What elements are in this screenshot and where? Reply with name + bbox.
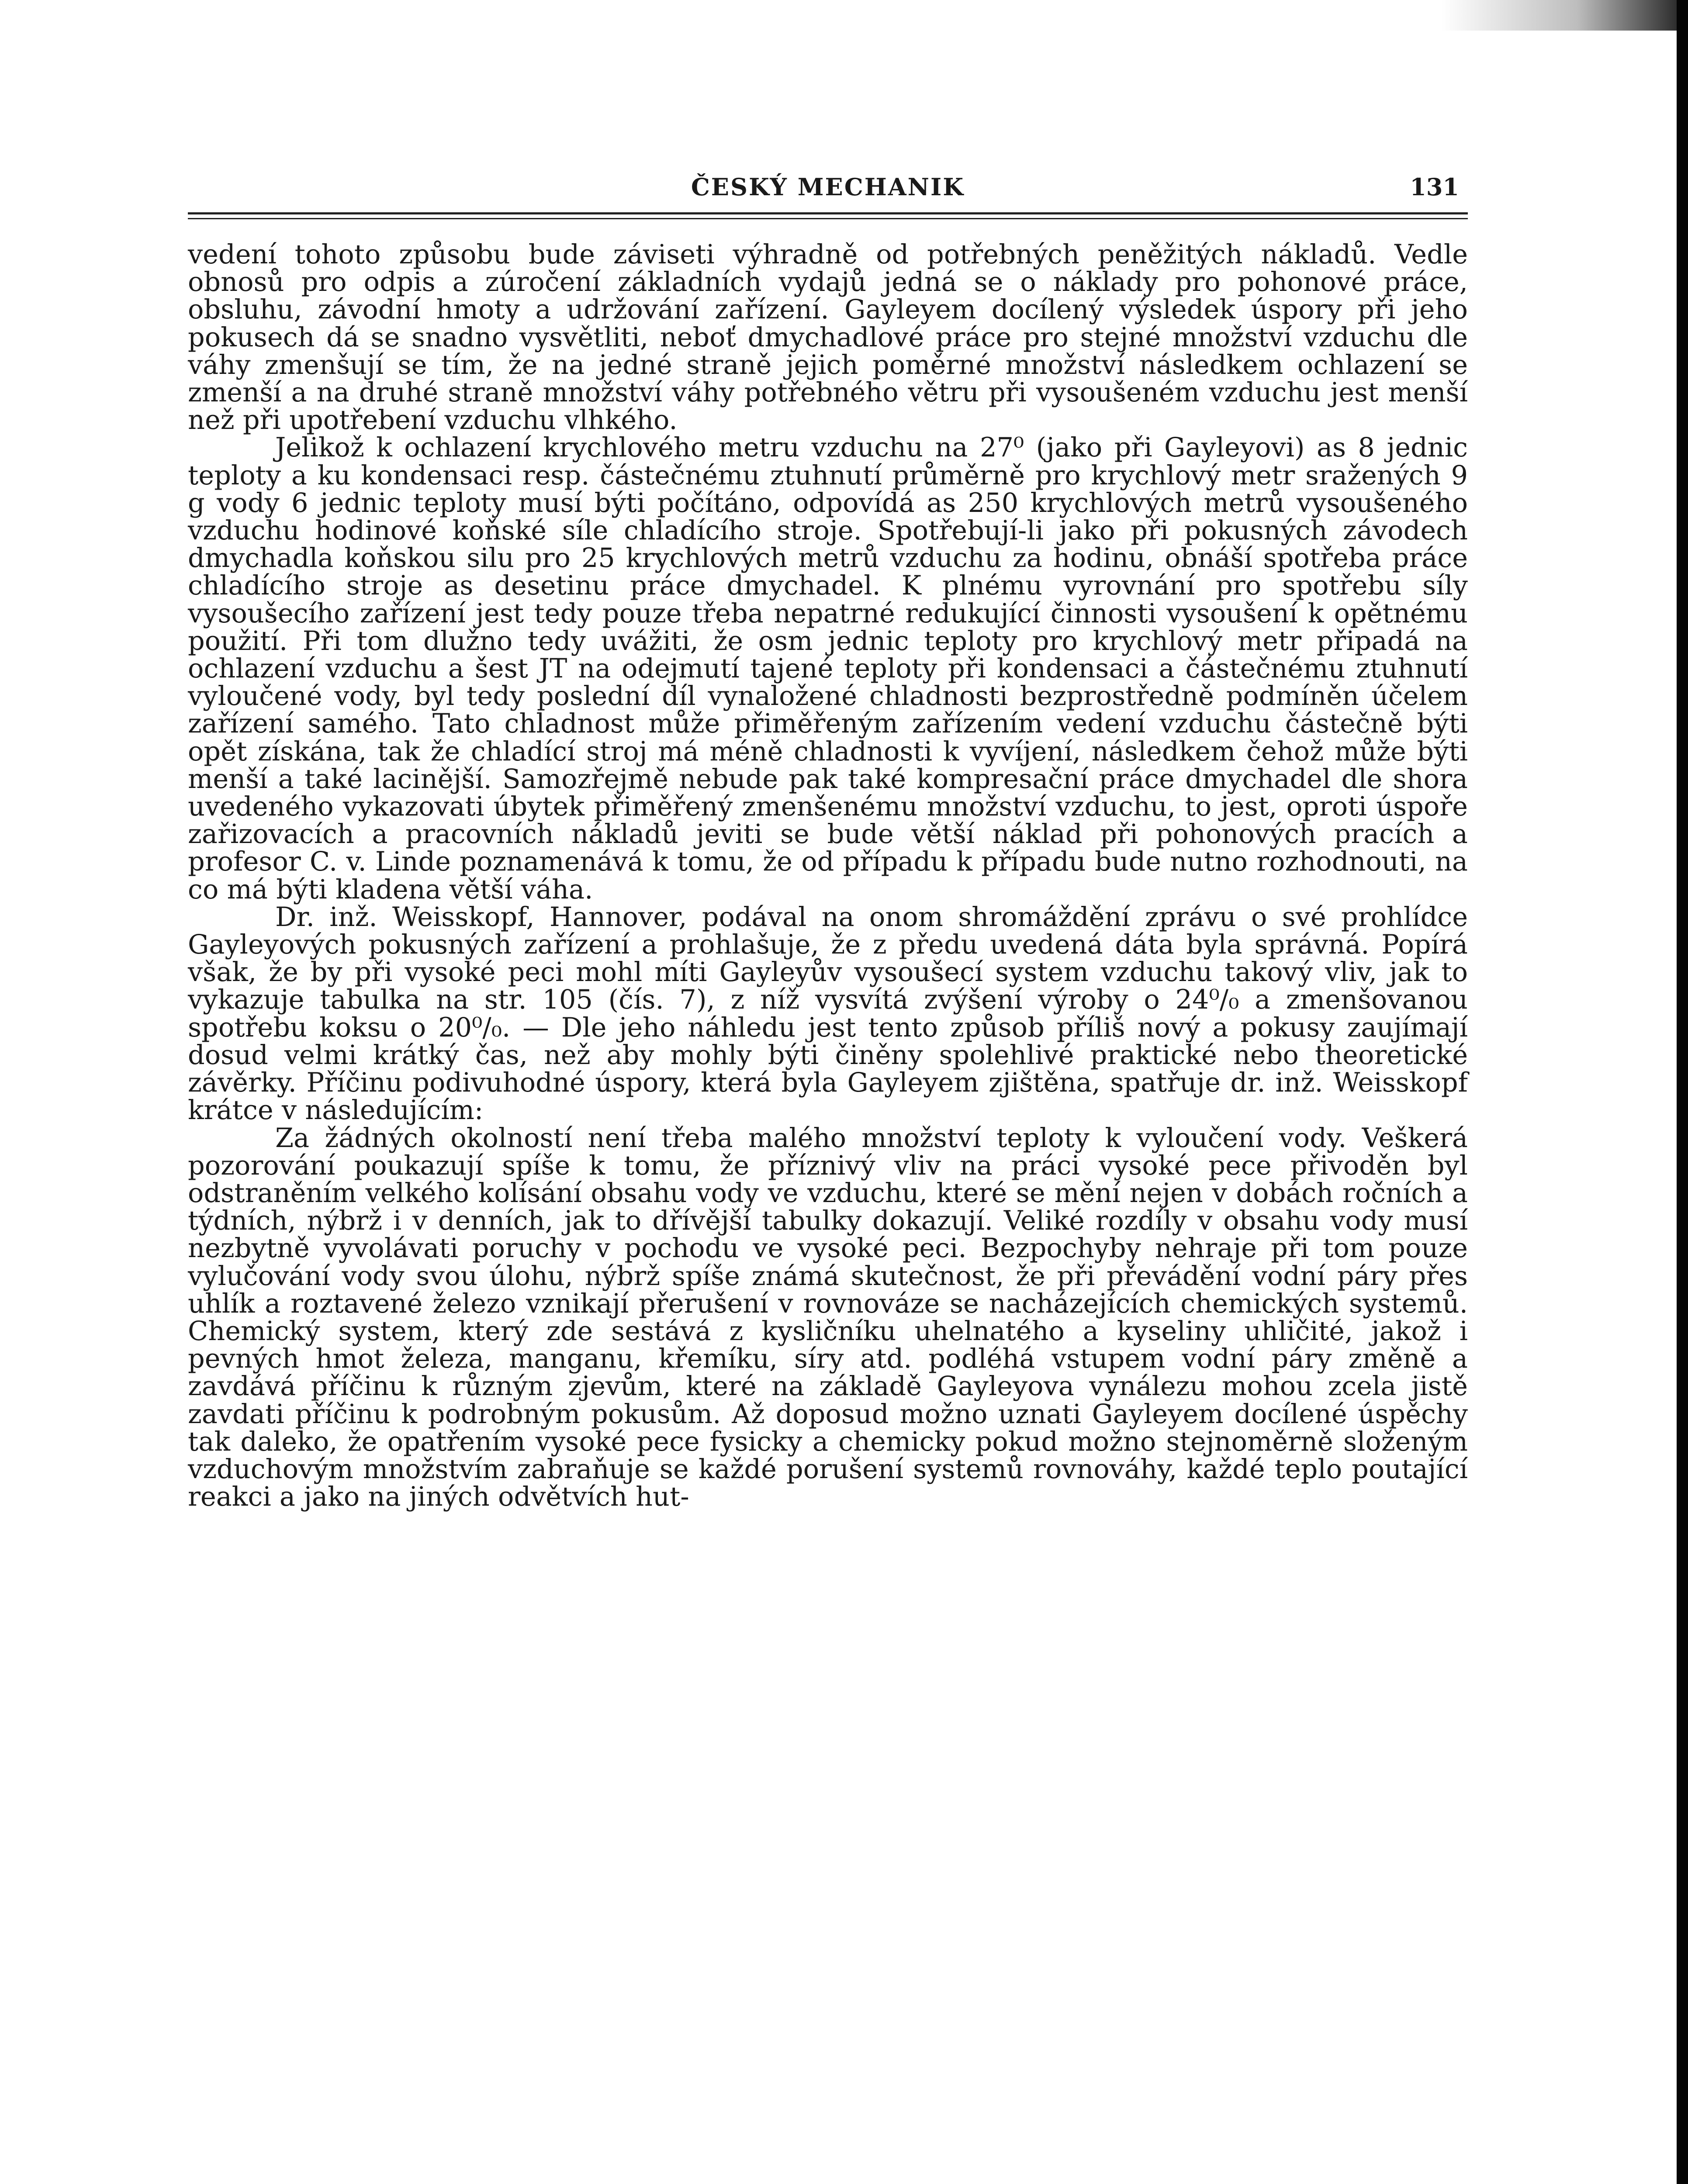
paragraph-3: Dr. inž. Weisskopf, Hannover, podával na onom shromáždění zprávu o své prohlídce Gayleyových pokusných zařízení a prohlašuje, že z předu uvedená dáta byla správná. Popírá však, že by při vysoké peci mohl míti Gayleyův vysoušecí system vzduchu takový vliv, jak to vykazuje tabulka na str. 105 (čís. 7), z níž vysvítá zvýšení výroby o 24⁰/₀ a zmenšovanou spotřebu koksu o 20⁰/₀. — Dle jeho náhledu jest tento způsob příliš nový a pokusy zaujímají dosud velmi krátký čas, než aby mohly býti činěny spolehlivé praktické nebo theoretické závěrky. Příčinu podivuhodné úspory, která byla Gayleyem zjištěna, spatřuje dr. inž. Weisskopf krátce v následujícím: [188,902,1468,1126]
scan-edge-right [1677,0,1688,2184]
body-text [188,241,1468,1511]
page-header [188,157,1468,205]
paragraph-1: vedení tohoto způsobu bude záviseti výhradně od potřebných peněžitých nákladů. Vedle obnosů pro odpis a zúročení základních vydajů jedná se o náklady pro pohonové práce, obsluhu, závodní hmoty a udržování zařízení. Gayleyem docílený výsledek úspory při jeho pokusech dá se snadno vysvětliti, neboť dmychadlové práce pro stejné množství vzduchu dle váhy zmenšují se tím, že na jedné straně jejich poměrné množství následkem ochlazení se zmenší a na druhé straně množství váhy potřebného větru při vysoušeném vzduchu jest menší než při upotřebení vzduchu vlhkého. [188,239,1468,436]
paragraph-2: Jelikož k ochlazení krychlového metru vzduchu na 27⁰ (jako při Gayleyovi) as 8 jednic teploty a ku kondensaci resp. částečnému ztuhnutí průměrně pro krychlový metr sražených 9 g vody 6 jednic teploty musí býti počítáno, odpovídá as 250 krychlových metrů vysoušeného vzduchu hodinové koňské síle chladícího stroje. Spotřebují-li jako při pokusných závodech dmychadla koňskou silu pro 25 krychlových metrů vzduchu za hodinu, obnáší spotřeba práce chladícího stroje as desetinu práce dmychadel. K plnému vyrovnání pro spotřebu síly vysoušecího zařízení jest tedy pouze třeba nepatrné redukující činnosti vysoušení k opětnému použití. Při tom dlužno tedy uvážiti, že osm jednic teploty pro krychlový metr připadá na ochlazení vzduchu a šest JT na odejmutí tajené teploty při kondensaci a částečnému ztuhnutí vyloučené vody, byl tedy poslední díl vynaložené chladnosti bezprostředně podmíněn účelem zařízení samého. Tato chladnost může přiměřeným zařízením vedení vzduchu částečně býti opět získána, tak že chladící stroj má méně chladnosti k vyvíjení, následkem čehož může býti menší a také lacinější. Samozřejmě nebude pak také kompresační práce dmychadel dle shora uvedeného vykazovati úbytek přiměřený zmenšenému množství vzduchu, to jest, oproti úspoře zařizovacích a pracovních nákladů jeviti se bude větší náklad při pohonových pracích a profesor C. v. Linde poznamenává k tomu, že od případu k případu bude nutno rozhodnouti, na co má býti kladena větší váha. [188,432,1468,905]
scan-edge-top [1442,0,1688,31]
page [188,157,1468,1511]
paragraph-4: Za žádných okolností není třeba malého množství teploty k vyloučení vody. Veškerá pozorování poukazují spíše k tomu, že příznivý vliv na práci vysoké pece přivoděn byl odstraněním velkého kolísání obsahu vody ve vzduchu, které se mění nejen v dobách ročních a týdních, nýbrž i v denních, jak to dřívější tabulky dokazují. Veliké rozdíly v obsahu vody musí nezbytně vyvolávati poruchy v pochodu ve vysoké peci. Bezpochyby nehraje při tom pouze vylučování vody svou úlohu, nýbrž spíše známá skutečnost, že při převádění vodní páry přes uhlík a roztavené železo vznikají přerušení v rovnováze se nacházejících chemických systemů. Chemický system, který zde sestává z kysličníku uhelnatého a kyseliny uhličité, jakož i pevných hmot železa, manganu, křemíku, síry atd. podléhá vstupem vodní páry změně a zavdává příčinu k různým zjevům, které na základě Gayleyova vynálezu mohou zcela jistě zavdati příčinu k podrobným pokusům. Až doposud možno uznati Gayleyem docílené úspěchy tak daleko, že opatřením vysoké pece fysicky a chemicky pokud možno stejnoměrně složeným vzduchovým množstvím zabraňuje se každé porušení systemů rovnováhy, každé teplo poutající reakci a jako na jiných odvětvích hut- [188,1123,1468,1513]
page-number: 131 [1410,173,1459,201]
header-rule [188,212,1468,219]
running-title: ČESKÝ MECHANIK [691,173,965,201]
